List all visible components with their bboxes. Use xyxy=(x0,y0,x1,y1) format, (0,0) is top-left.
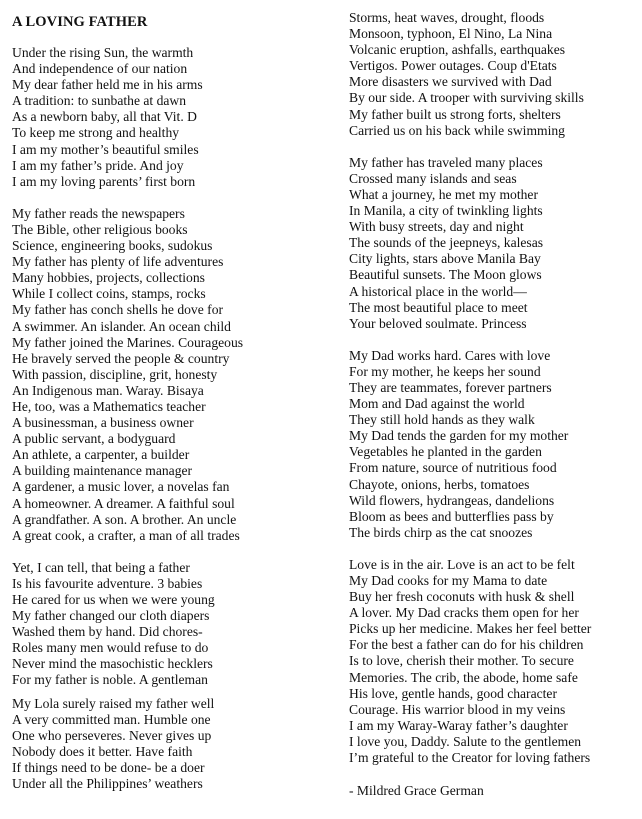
poem-line: Many hobbies, projects, collections xyxy=(12,270,205,286)
poem-line: A swimmer. An islander. An ocean child xyxy=(12,318,231,334)
poem-line: I am my loving parents’ first born xyxy=(12,173,196,189)
poem-line: To keep me strong and healthy xyxy=(12,125,180,141)
poem-line: For my father is noble. A gentleman xyxy=(12,672,208,688)
poem-line: I am my father’s pride. And joy xyxy=(12,157,184,173)
poem-line: Vertigos. Power outages. Coup d'Etats xyxy=(349,58,557,74)
poem-line: I love you, Daddy. Salute to the gentlemen xyxy=(349,733,582,749)
poem-title: A LOVING FATHER xyxy=(12,14,148,30)
poem-line: Science, engineering books, sudokus xyxy=(12,238,213,254)
poem-line: My Dad works hard. Cares with love xyxy=(349,347,551,363)
poem-line: My father built us strong forts, shelters xyxy=(349,106,561,122)
poem-line: For my mother, he keeps her sound xyxy=(349,363,541,379)
poem-line: He cared for us when we were young xyxy=(12,592,215,607)
poem-line: Roles many men would refuse to do xyxy=(12,640,209,656)
poem-line: Crossed many islands and seas xyxy=(349,170,517,186)
poem-line: Yet, I can tell, that being a father xyxy=(12,559,190,575)
poem-line: Courage. His warrior blood in my veins xyxy=(349,701,566,717)
poem-line: One who perseveres. Never gives up xyxy=(12,727,212,743)
poem-line: I am my mother’s beautiful smiles xyxy=(12,141,199,157)
poem-line: A historical place in the world— xyxy=(349,283,527,299)
poem-signature: - Mildred Grace German xyxy=(349,783,484,799)
poem-line: My father joined the Marines. Courageous xyxy=(12,334,244,350)
poem-line: A very committed man. Humble one xyxy=(12,711,211,727)
poem-line: Bloom as bees and butterflies pass by xyxy=(349,508,554,524)
stanza xyxy=(12,560,332,689)
poem-line: A grandfather. A son. A brother. An uncle xyxy=(12,511,237,527)
poem-line: City lights, stars above Manila Bay xyxy=(349,251,541,267)
poem-line: Monsoon, typhoon, El Nino, La Nina xyxy=(349,26,553,42)
stanza xyxy=(349,557,639,766)
poem-line: Your beloved soulmate. Princess xyxy=(349,315,527,331)
poem-line: My Dad cooks for my Mama to date xyxy=(349,573,548,588)
poem-line: My father has conch shells he dove for xyxy=(12,302,224,318)
poem-line: Beautiful sunsets. The Moon glows xyxy=(349,267,542,283)
poem-line: My dear father held me in his arms xyxy=(12,77,203,93)
poem-line: With passion, discipline, grit, honesty xyxy=(12,366,218,382)
poem-line: As a newborn baby, all that Vit. D xyxy=(12,109,197,125)
poem-line: The most beautiful place to meet xyxy=(349,299,528,315)
poem-line: If things need to be done- be a doer xyxy=(12,759,205,775)
poem-line: Is to love, cherish their mother. To secure xyxy=(349,653,574,669)
poem-line: I am my Waray-Waray father’s daughter xyxy=(349,717,568,733)
poem-line: By our side. A trooper with surviving skills xyxy=(349,90,584,106)
poem-line: Vegetables he planted in the garden xyxy=(349,444,542,460)
poem-line: Love is in the air. Love is an act to be felt xyxy=(349,556,575,572)
poem-line: What a journey, he met my mother xyxy=(349,186,538,202)
poem-line: His love, gentle hands, good character xyxy=(349,685,557,701)
poem-line: Under the rising Sun, the warmth xyxy=(12,45,194,60)
poem-line: My father changed our cloth diapers xyxy=(12,608,210,624)
poem-line: For the best a father can do for his children xyxy=(349,637,584,653)
poem-line: Buy her fresh coconuts with husk & shell xyxy=(349,589,575,605)
poem-line: With busy streets, day and night xyxy=(349,219,524,235)
poem-line: The sounds of the jeepneys, kalesas xyxy=(349,235,544,251)
poem-right-column xyxy=(349,10,639,799)
poem-line: More disasters we survived with Dad xyxy=(349,74,552,90)
poem-line: The Bible, other religious books xyxy=(12,221,188,237)
poem-line: A public servant, a bodyguard xyxy=(12,431,176,447)
stanza xyxy=(12,696,332,793)
stanza xyxy=(349,348,639,541)
poem-line: My Dad tends the garden for my mother xyxy=(349,428,569,444)
poem-line: My father has traveled many places xyxy=(349,154,543,170)
poem-line: Washed them by hand. Did chores- xyxy=(12,624,203,640)
poem-line: They still hold hands as they walk xyxy=(349,412,535,428)
poem-line: Mom and Dad against the world xyxy=(349,396,525,412)
poem-line: From nature, source of nutritious food xyxy=(349,460,557,476)
poem-line: An Indigenous man. Waray. Bisaya xyxy=(12,382,204,398)
poem-line: A businessman, a business owner xyxy=(12,415,194,431)
stanza xyxy=(349,155,639,332)
poem-line: A building maintenance manager xyxy=(12,463,193,479)
poem-line: While I collect coins, stamps, rocks xyxy=(12,286,206,302)
poem-line: They are teammates, forever partners xyxy=(349,379,552,395)
poem-line: Never mind the masochistic hecklers xyxy=(12,656,213,672)
poem-line: A gardener, a music lover, a novelas fan xyxy=(12,479,230,495)
poem-line: A tradition: to sunbathe at dawn xyxy=(12,93,187,109)
poem-line: Chayote, onions, herbs, tomatoes xyxy=(349,476,530,492)
poem-line: He, too, was a Mathematics teacher xyxy=(12,398,206,414)
poem-line: An athlete, a carpenter, a builder xyxy=(12,447,190,463)
poem-line: A lover. My Dad cracks them open for her xyxy=(349,605,579,621)
poem-line: My father has plenty of life adventures xyxy=(12,254,224,270)
poem-line: Carried us on his back while swimming xyxy=(349,122,565,138)
poem-line: Under all the Philippines’ weathers xyxy=(12,776,203,792)
poem-left-column xyxy=(12,10,332,792)
poem-line: Storms, heat waves, drought, floods xyxy=(349,10,545,25)
poem-line: Memories. The crib, the abode, home safe xyxy=(349,669,578,685)
poem-line: And independence of our nation xyxy=(12,61,188,77)
poem-line: Wild flowers, hydrangeas, dandelions xyxy=(349,492,555,508)
poem-line: Picks up her medicine. Makes her feel better xyxy=(349,621,592,637)
poem-line: The birds chirp as the cat snoozes xyxy=(349,524,533,540)
poem-line: Is his favourite adventure. 3 babies xyxy=(12,575,203,591)
stanza xyxy=(12,206,332,544)
stanza xyxy=(349,10,639,139)
poem-line: My father reads the newspapers xyxy=(12,205,185,221)
poem-line: I’m grateful to the Creator for loving fathers xyxy=(349,750,591,766)
stanza xyxy=(12,45,332,190)
poem-line: A great cook, a crafter, a man of all trades xyxy=(12,527,240,543)
poem-line: Nobody does it better. Have faith xyxy=(12,743,193,759)
poem-line: Volcanic eruption, ashfalls, earthquakes xyxy=(349,42,566,58)
poem-line: In Manila, a city of twinkling lights xyxy=(349,203,543,219)
poem-line: My Lola surely raised my father well xyxy=(12,695,215,711)
poem-line: He bravely served the people & country xyxy=(12,350,230,366)
poem-line: A homeowner. A dreamer. A faithful soul xyxy=(12,495,235,511)
